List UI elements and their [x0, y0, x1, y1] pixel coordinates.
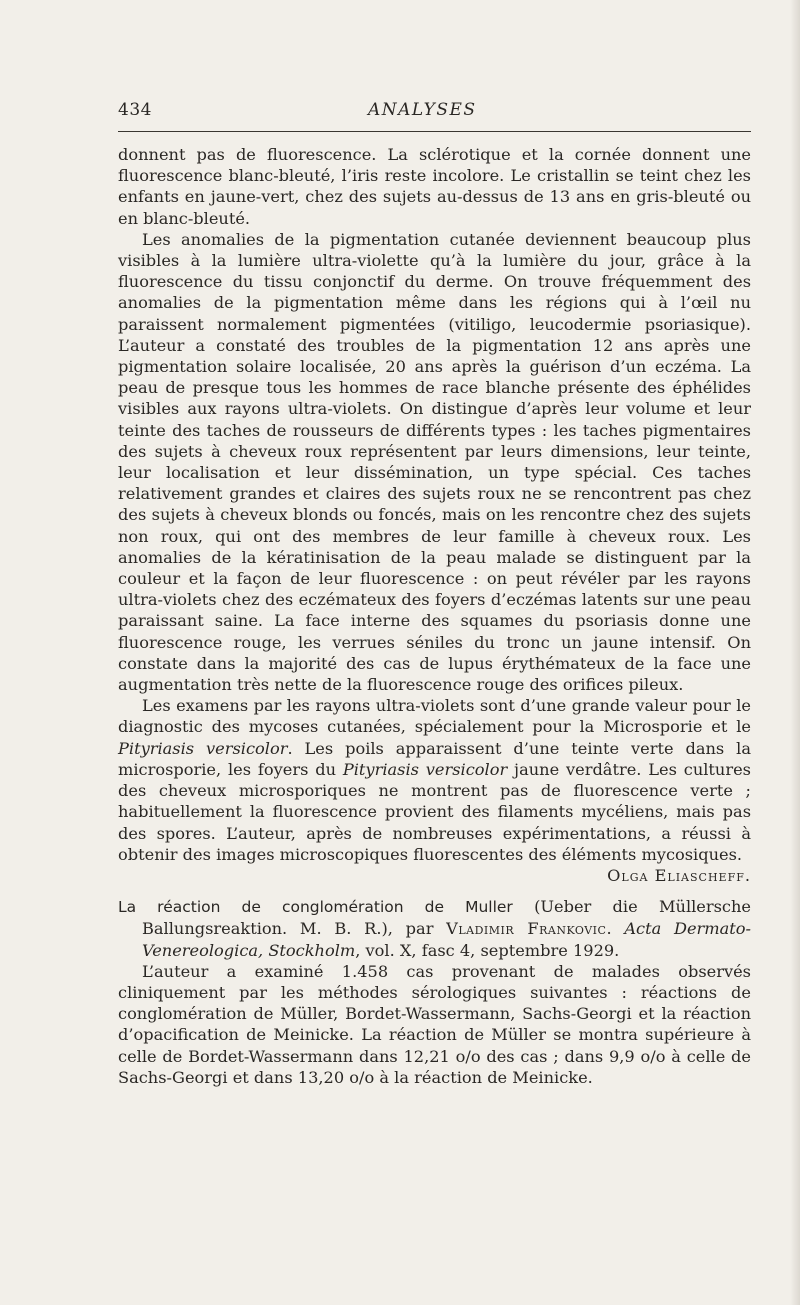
- page-header: [118, 98, 751, 126]
- signature: [118, 865, 751, 886]
- running-title: ANALYSES: [368, 100, 477, 120]
- paragraph-1: donnent pas de fluorescence. La sclérotique et la cornée donnent une fluorescence blanc-bleuté, l’iris reste incolore. Le cristallin se teint chez les enfants en jaune-vert, chez des sujets au-dessus de 13 ans en gris-bleuté ou en blanc-bleuté.: [118, 145, 751, 228]
- review-citation: , vol. X, fasc 4, septembre 1929.: [355, 940, 620, 960]
- page-edge-shadow: [790, 0, 800, 1305]
- italic-term: Pityriasis versicolor: [342, 759, 508, 779]
- paragraph-3: [118, 695, 751, 865]
- paragraph-3-text: jaune verdâtre. Les cultures des cheveux microsporiques ne montrent pas de fluorescence verte ; habituellement la fluorescence provient des filaments mycéliens, mais pas des spores. L’auteur, après de nombreuses expérimentations, a réussi à obtenir des images microscopiques fluorescentes des éléments mycosiques.: [118, 759, 751, 864]
- review-separator: .: [606, 919, 625, 939]
- page-body: [118, 144, 751, 1088]
- review-title: La réaction de conglomération de Muller: [118, 898, 513, 917]
- review-author: Vladimir Frankovic: [446, 919, 607, 939]
- paragraph-3-text: . Les poils apparaissent d’une teinte verte dans la microsporie, les foyers du: [118, 738, 751, 779]
- signature-name: Olga Eliascheff.: [607, 865, 751, 885]
- italic-term: Pityriasis versicolor: [118, 738, 288, 758]
- review-heading: [118, 896, 751, 961]
- paragraph-last: L’auteur a examiné 1.458 cas provenant de malades observés cliniquement par les méthodes sérologiques suivantes : réactions de conglomération de Müller, Bordet-Wassermann, Sachs-Georgi et la réaction d’opacification de Meinicke. La réaction de Müller se montra supérieure à celle de Bordet-Wassermann dans 12,21 o/o des cas ; dans 9,9 o/o à celle de Sachs-Georgi et dans 13,20 o/o à la réaction de Meinicke.: [118, 961, 751, 1087]
- page-number: 434: [118, 100, 152, 120]
- review-original-title: (Ueber die Müllersche Ballungsreaktion. M. B. R.), par: [142, 897, 751, 939]
- paragraph-3-text: Les examens par les rayons ultra-violets sont d’une grande valeur pour le diagnostic des mycoses cutanées, spécialement pour la Microsporie et le: [118, 696, 751, 737]
- paragraph-2: Les anomalies de la pigmentation cutanée deviennent beaucoup plus visibles à la lumière ultra-violette qu’à la lumière du jour, grâce à la fluorescence du tissu conjonctif du derme. On trouve fréquemment des anomalies de la pigmentation même dans les régions qui à l’œil nu paraissent normalement pigmentées (vitiligo, leucodermie psoriasique). L’auteur a constaté des troubles de la pigmentation 12 ans après une pigmentation solaire localisée, 20 ans après la guérison d’un eczéma. La peau de presque tous les hommes de race blanche présente des éphélides visibles aux rayons ultra-violets. On distingue d’après leur volume et leur teinte des taches de rousseurs de différents types : les taches pigmentaires des sujets à cheveux roux représentent par leurs dimensions, leur teinte, leur localisation et leur dissémination, un type spécial. Ces taches relativement grandes et claires des sujets roux ne se rencontrent pas chez des sujets à cheveux blonds ou foncés, mais on les rencontre chez des sujets non roux, qui ont des membres de leur famille à cheveux roux. Les anomalies de la kératinisation de la peau malade se distinguent par la couleur et la façon de leur fluorescence : on peut révéler par les rayons ultra-violets chez des eczémateux des foyers d’eczémas latents sur une peau paraissant saine. La face interne des squames du psoriasis donne une fluorescence rouge, les verrues séniles du tronc un jaune intensif. On constate dans la majorité des cas de lupus érythémateux de la face une augmentation très nette de la fluorescence rouge des orifices pileux.: [118, 229, 751, 695]
- header-rule: [118, 131, 751, 132]
- review-journal: Acta Dermato-Venereologica, Stockholm: [142, 919, 751, 960]
